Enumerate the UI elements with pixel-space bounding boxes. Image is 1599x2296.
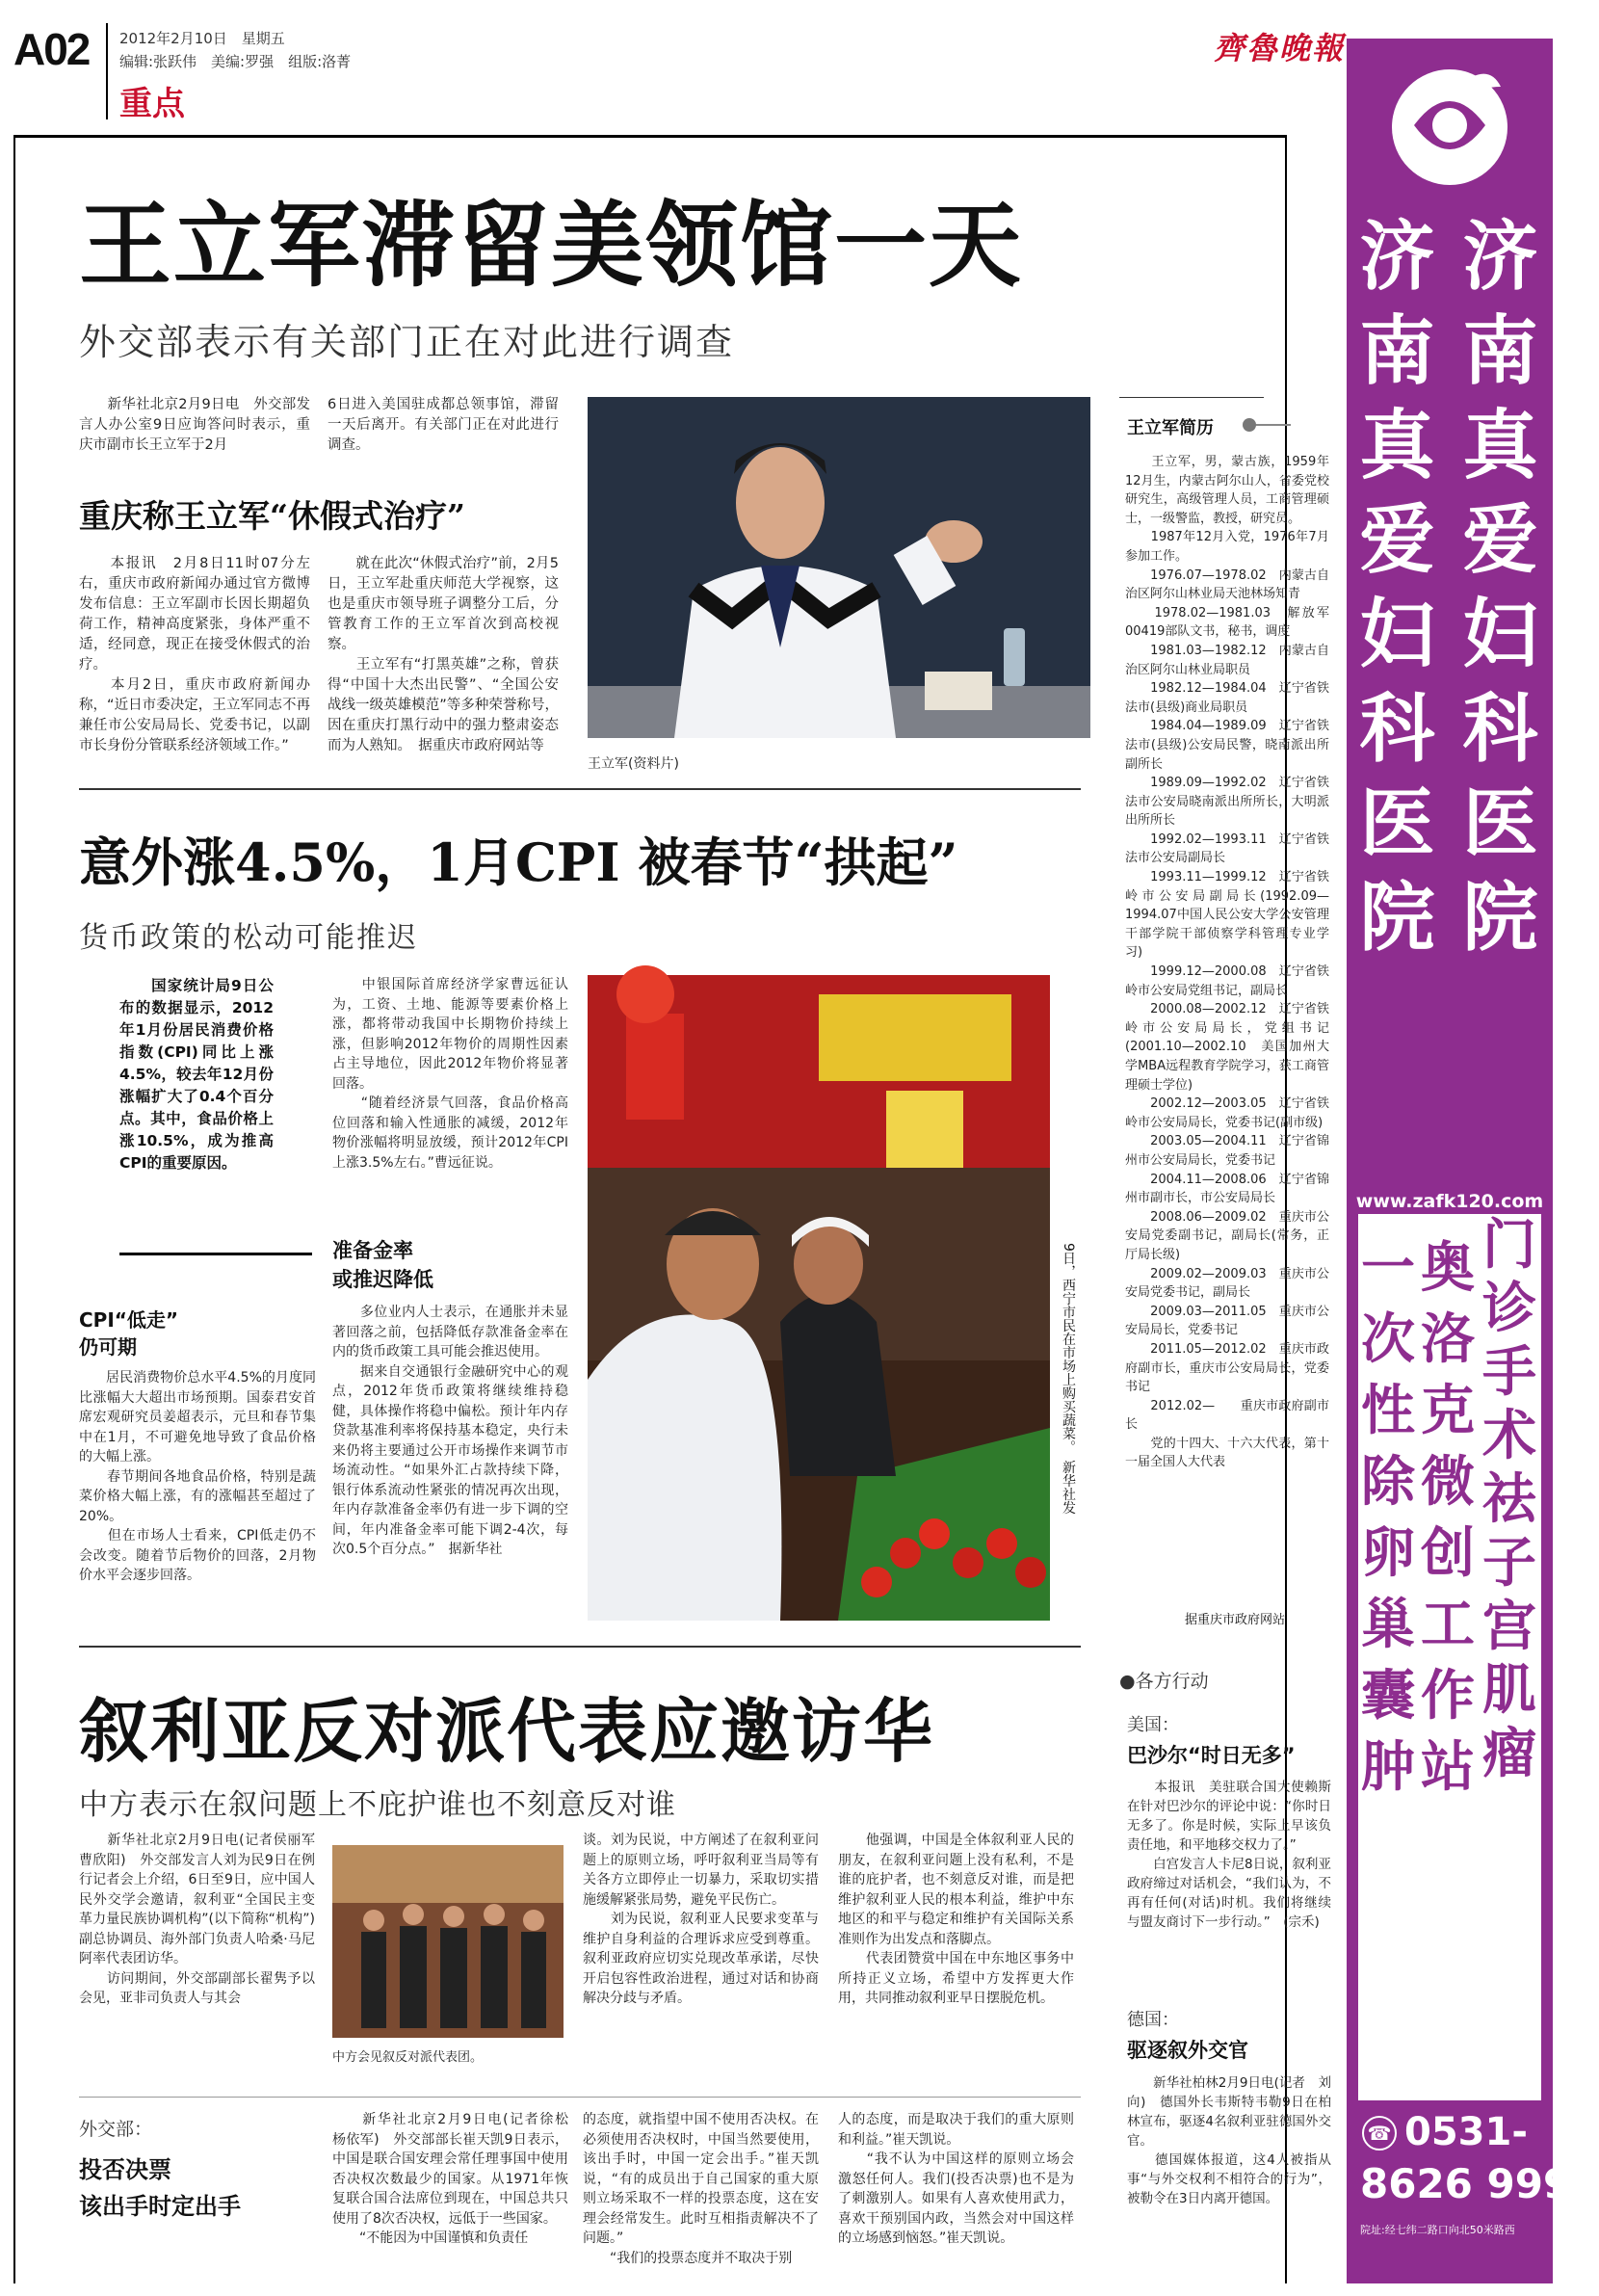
article2-col2b: 多位业内人士表示，在通胀并未显著回落之前，包括降低存款准备金率在内的货币政策工具可能会推迟使用。 据来自交通银行金融研究中心的观点，2012年货币政策将继续维持稳健，具体操作将稳中偏松。预计年内存贷款基准利率将保持基本稳定，央行未来仍将主要通过公开市场操作来调节市场流动性。“如果外汇占款持续下降，银行体系流动性紧张的情况再次出现，年内存款准备金率仍有进一步下调的空间，年内准备金率可能下调2-4次，每次0.5个百分点。” 据新华社 <box>332 1305 568 1557</box>
bio-title-line <box>1252 424 1291 426</box>
us-text: 本报讯 美驻联合国大使赖斯在针对巴沙尔的评论中说：“你时日无多了。你是时候，实际上早该负责任地，和平地移交权力了。” 白宫发言人卡尼8日说，叙利亚政府缔过对话机会，“我们认为，不再有任何(对话)时机。我们将继续与盟友商讨下一步行动。” (宗禾) <box>1127 1780 1331 1930</box>
ad-name-char: 妇 <box>1359 592 1437 678</box>
ad-char: 瘤 <box>1482 1723 1536 1785</box>
market-illustration <box>588 975 1050 1621</box>
ad-name-char: 爱 <box>1359 497 1437 584</box>
ad-char: 卵 <box>1361 1522 1415 1585</box>
newspaper-logo: 齊魯晚報 <box>1214 30 1346 66</box>
ad-char: 肿 <box>1361 1736 1415 1799</box>
ad-char: 微 <box>1421 1451 1475 1514</box>
wang-photo-caption: 王立军(资料片) <box>588 756 679 772</box>
header-rule <box>13 135 1287 138</box>
ad-char: 手 <box>1482 1341 1536 1404</box>
article1-headline: 王立军滞留美领馆一天 <box>79 191 1023 300</box>
delegation-photo-caption: 中方会见叙反对派代表团。 <box>332 2050 484 2065</box>
veto-subhead-1: 投否决票 <box>79 2156 171 2183</box>
bio-source: 据重庆市政府网站 <box>1185 1613 1286 1627</box>
header-dateline <box>119 27 351 73</box>
ad-name-char: 医 <box>1462 780 1540 867</box>
delegation-illustration <box>332 1845 564 2038</box>
ad-col-left <box>1358 1233 1418 1804</box>
ad-name-char: 济 <box>1462 214 1540 301</box>
ad-name-char: 科 <box>1462 686 1540 773</box>
ad-name-char: 真 <box>1462 403 1540 489</box>
frame-left <box>13 135 15 2283</box>
germany-text: 新华社柏林2月9日电(记者 刘向) 德国外长韦斯特韦勒9日在柏林宣布，驱逐4名叙利亚驻德国外交官。 德国媒体报道，这4人被指从事“与外交权利不相符合的行为”，被勒令在3日内离开德国。 <box>1127 2075 1331 2206</box>
article1-subtitle: 外交部表示有关部门正在对此进行调查 <box>79 321 735 363</box>
issue-date: 2012年2月10日 星期五 <box>119 30 285 47</box>
market-photo <box>588 975 1050 1621</box>
article2-subtitle: 货币政策的松动可能推迟 <box>79 921 418 955</box>
ad-name-char: 院 <box>1359 875 1437 962</box>
article2-divider <box>79 1646 1081 1648</box>
article3-col1: 新华社北京2月9日电(记者侯丽军 曹欣阳) 外交部发言人刘为民9日在例行记者会上介绍，6日至9日，应中国人民外交学会邀请，叙利亚“全国民主变革力量民族协调机构”(以下简称“机构”)副总协调员、海外部门负责人哈桑·马尼阿率代表团访华。 访问期间，外交部副部长翟隽予以会见，亚非司负责人与其会 <box>79 1833 315 2006</box>
ad-char: 克 <box>1421 1380 1475 1442</box>
page-number: A02 <box>13 24 90 74</box>
photo-illustration <box>588 397 1090 738</box>
article3-col2: 谈。刘为民说，中方阐述了在叙利亚问题上的原则立场，呼吁叙利亚当局等有关各方立即停止一切暴力，采取切实措施缓解紧张局势，避免平民伤亡。 刘为民说，叙利亚人民要求变革与维护自身利益的合理诉求应受到尊重。叙利亚政府应切实兑现改革承诺，尽快开启包容性政治进程，通过对话和协商解决分歧与矛盾。 <box>583 1833 819 2006</box>
ad-char: 除 <box>1361 1451 1415 1514</box>
article3-col3: 他强调，中国是全体叙利亚人民的朋友，在叙利亚问题上没有私利，不是谁的庇护者，也不刻意反对谁，而是把维护叙利亚人民的根本利益，维护中东地区的和平与稳定和维护有关国际关系准则作为出发点和落脚点。 代表团赞赏中国在中东地区事务中所持正义立场，希望中方发挥更大作用，共同推动叙利亚早日摆脱危机。 <box>838 1833 1074 2006</box>
delegation-photo <box>332 1845 564 2038</box>
ad-char: 囊 <box>1361 1665 1415 1728</box>
ad-char: 巢 <box>1361 1594 1415 1656</box>
ad-name-char: 南 <box>1462 308 1540 395</box>
article3-inner-divider <box>79 2097 1081 2098</box>
market-photo-caption: 9日，西宁市民在市场上购买蔬菜。 新华社发 <box>1061 1243 1076 1515</box>
hospital-logo-icon <box>1385 58 1514 193</box>
section-label: 重点 <box>119 85 185 123</box>
wang-lijun-photo <box>588 397 1090 738</box>
article2-col2a: 中银国际首席经济学家曹远征认为，工资、土地、能源等要素价格上涨，都将带动我国中长期物价持续上涨，但影响2012年物价的周期性因素占主导地位，因此2012年物价将显著回落。 “随着经济景气回落，食品价格高位回落和输入性通胀的减缓，2012年物价涨幅将明显放缓，预计2012年CPI上涨3.5%左右。”曹远征说。 <box>332 977 568 1171</box>
ad-name-char: 南 <box>1359 308 1437 395</box>
article2-headline: 意外涨4.5%，1月CPI 被春节“拱起” <box>79 831 958 893</box>
ad-char: 一 <box>1361 1237 1415 1300</box>
world-reactions-label: 各方行动 <box>1135 1671 1209 1692</box>
reserve-subhead-2: 或推迟降低 <box>332 1268 433 1291</box>
phone-icon: ☎ <box>1362 2116 1397 2151</box>
ad-char: 肌 <box>1482 1659 1536 1722</box>
ad-phone-block[interactable] <box>1358 2106 1599 2251</box>
ad-name-char: 院 <box>1462 875 1540 962</box>
article1-col2: 就在此次“休假式治疗”前，2月5日，王立军赴重庆师范大学视察，这也是重庆市领导班子调整分工后，分管教育工作的王立军首次到高校视察。 王立军有“打黑英雄”之称，曾获得“中国十大杰出民警”、“全国公安战线一级英雄模范”等多种荣誉称号，因在重庆打黑行动中的强力整肃姿态而为人熟知。 据重庆市政府网站等 <box>328 556 559 753</box>
veto-subhead-2: 该出手时定出手 <box>79 2193 241 2220</box>
ad-name-char: 济 <box>1359 214 1437 301</box>
phone-area-code: 0531- <box>1404 2110 1528 2154</box>
world-reactions-title <box>1119 1667 1209 1693</box>
ad-name-char: 医 <box>1359 780 1437 867</box>
us-label: 美国： <box>1127 1715 1179 1735</box>
ad-col-mid <box>1418 1233 1478 1804</box>
bio-dot-icon <box>1243 418 1256 432</box>
article1-col1: 本报讯 2月8日11时07分左右，重庆市政府新闻办通过官方微博发布信息：王立军副市长因长期超负荷工作，精神高度紧张，身体严重不适，经同意，现正在接受休假式的治疗。 本月2日，重庆市政府新闻办称，“近日市委决定，王立军同志不再兼任市公安局局长、党委书记，以副市长身份分管联系经济领域工作。” <box>79 556 310 753</box>
lead-underline <box>119 1253 312 1255</box>
article1-divider <box>79 788 1081 790</box>
ad-char: 作 <box>1421 1665 1475 1728</box>
ad-char: 站 <box>1421 1736 1475 1799</box>
bio-title: 王立军简历 <box>1127 418 1214 438</box>
ad-col-right <box>1478 1214 1541 1786</box>
header-divider <box>106 23 108 119</box>
cpi-subhead-2: 仍可期 <box>79 1335 137 1359</box>
us-subhead: 巴沙尔“时日无多” <box>1127 1744 1296 1767</box>
cpi-subhead-1: CPI“低走” <box>79 1308 179 1332</box>
veto-col3: 人的态度，而是取决于我们的重大原则和利益。”崔天凯说。 “我不认为中国这样的原则立场会激怒任何人。我们(投否决票)也不是为了刺激别人。如果有人喜欢使用武力，喜欢干预别国内政，当然会对中国这样的立场感到恼怒。”崔天凯说。 <box>838 2112 1074 2246</box>
ad-char: 宫 <box>1482 1596 1536 1658</box>
veto-col2: 的态度，就指望中国不使用否决权。在必须使用否决权时，中国当然要使用，该出手时，中国一定会出手。”崔天凯说，“有的成员出于自己国家的重大原则立场采取不一样的投票态度，这在安理会经常发生。此时互相指责解决不了问题。” “我们的投票态度并不取决于别 <box>583 2112 819 2266</box>
ad-char: 工 <box>1421 1594 1475 1656</box>
article2-lead: 国家统计局9日公布的数据显示，2012年1月份居民消费价格指数(CPI)同比上涨4.5%，较去年12月份涨幅扩大了0.4个百分点。其中，食品价格上涨10.5%，成为推高CPI的重要原因。 <box>119 977 274 1172</box>
fm-label: 外交部： <box>79 2119 153 2140</box>
ad-name-char: 妇 <box>1462 592 1540 678</box>
phone-number: 8626 9999 <box>1360 2160 1599 2207</box>
ad-char: 子 <box>1482 1532 1536 1595</box>
ad-address: 院址:经七纬二路口向北50米路西 <box>1360 2224 1515 2236</box>
ad-char: 门 <box>1482 1214 1536 1277</box>
germany-label: 德国： <box>1127 2010 1179 2030</box>
ad-name-left <box>1347 210 1450 965</box>
ad-name-right <box>1450 210 1553 965</box>
article3-subtitle: 中方表示在叙问题上不庇护谁也不刻意反对谁 <box>79 1788 676 1822</box>
ad-char: 祛 <box>1482 1468 1536 1531</box>
bio-top-rule <box>1119 397 1264 398</box>
ad-char: 洛 <box>1421 1308 1475 1371</box>
bullet-icon: ● <box>1119 1671 1136 1692</box>
ad-char: 次 <box>1361 1308 1415 1371</box>
article1-lead-left: 新华社北京2月9日电 外交部发言人办公室9日应询答问时表示，重庆市副市长王立军于2月 <box>79 397 310 453</box>
veto-col1: 新华社北京2月9日电(记者徐松 杨依军) 外交部部长崔天凯9日表示，中国是联合国安理会常任理事国中使用否决权次数最少的国家。从1971年恢复联合国合法席位到现在，中国总共只使用了8次否决权，远低于一些国家。 “不能因为中国谨慎和负责任 <box>332 2112 568 2246</box>
ad-name-char: 爱 <box>1462 497 1540 584</box>
ad-char: 创 <box>1421 1522 1475 1585</box>
article3-headline: 叙利亚反对派代表应邀访华 <box>79 1690 935 1772</box>
ad-char: 术 <box>1482 1405 1536 1467</box>
ad-char: 奥 <box>1421 1237 1475 1300</box>
reserve-subhead-1: 准备金率 <box>332 1239 413 1262</box>
article2-col1: 居民消费物价总水平4.5%的月度同比涨幅大大超出市场预期。国泰君安首席宏观研究员姜超表示，元旦和春节集中在1月，不可避免地导致了食品价格的大幅上涨。 春节期间各地食品价格，特别是蔬菜价格大幅上涨，有的涨幅甚至超过了20%。 但在市场人士看来，CPI低走仍不会改变。随着节后物价的回落，2月物价水平会逐步回落。 <box>79 1370 316 1583</box>
ad-name-char: 科 <box>1359 686 1437 773</box>
ad-char: 性 <box>1361 1380 1415 1442</box>
bio-text: 王立军，男，蒙古族，1959年12月生，内蒙古阿尔山人，省委党校研究生，高级管理人员，工商管理硕士，一级警监，教授，研究员。 1987年12月入党，1976年7月参加工作。 1976.07—1978.02 内蒙古自治区阿尔山林业局天池林场知青 1978.02—1981.03 解放军00419部队文书，秘书，调度 1981.03—1982.12 内蒙古自治区阿尔山林业局职员 1982.12—1984.04 辽宁省铁法市(县级)商业局职员 1984.04—1989.09 辽宁省铁法市(县级)公安局民警，晓南派出所副所长 1989.09—1992.02 辽宁省铁法市公安局晓南派出所所长，大明派出所所长 1992.02—1993.11 辽宁省铁法市公安局副局长 1993.11—1999.12 辽宁省铁岭市公安局副局长(1992.09—1994.07中国人民公安大学公安管理干部学院干部侦察学科管理专业学习) 1999.12—2000.08 辽宁省铁岭市公安局党组书记，副局长 2000.08—2002.12 辽宁省铁岭市公安局局长，党组书记(2001.10—2002.10 美国加州大学MBA远程教育学院学习，获工商管理硕士学位) 2002.12—2003.05 辽宁省铁岭市公安局局长，党委书记(副市级) 2003.05—2004.11 辽宁省锦州市公安局局长，党委书记 2004.11—2008.06 辽宁省锦州市副市长，市公安局局长 2008.06—2009.02 重庆市公安局党委副书记，副局长(常务，正厅局长级) 2009.02—2009.03 重庆市公安局党委书记，副局长 2009.03—2011.05 重庆市公安局局长，党委书记 2011.05—2012.02 重庆市政府副市长，重庆市公安局局长，党委书记 2012.02— 重庆市政府副市长 党的十四大、十六大代表，第十一届全国人大代表 <box>1125 455 1329 1470</box>
editors-credit: 编辑:张跃伟 美编:罗强 组版:洛菁 <box>119 53 352 70</box>
ad-char: 诊 <box>1482 1278 1536 1340</box>
ad-name-char: 真 <box>1359 403 1437 489</box>
article1-lead-right: 6日进入美国驻成都总领事馆，滞留一天后离开。有关部门正在对此进行调查。 <box>328 397 559 453</box>
germany-subhead: 驱逐叙外交官 <box>1127 2039 1248 2062</box>
ad-services-panel <box>1358 1214 1541 2100</box>
article1-subhead: 重庆称王立军“休假式治疗” <box>79 497 465 535</box>
ad-url[interactable]: www.zafk120.com <box>1355 1191 1544 1212</box>
